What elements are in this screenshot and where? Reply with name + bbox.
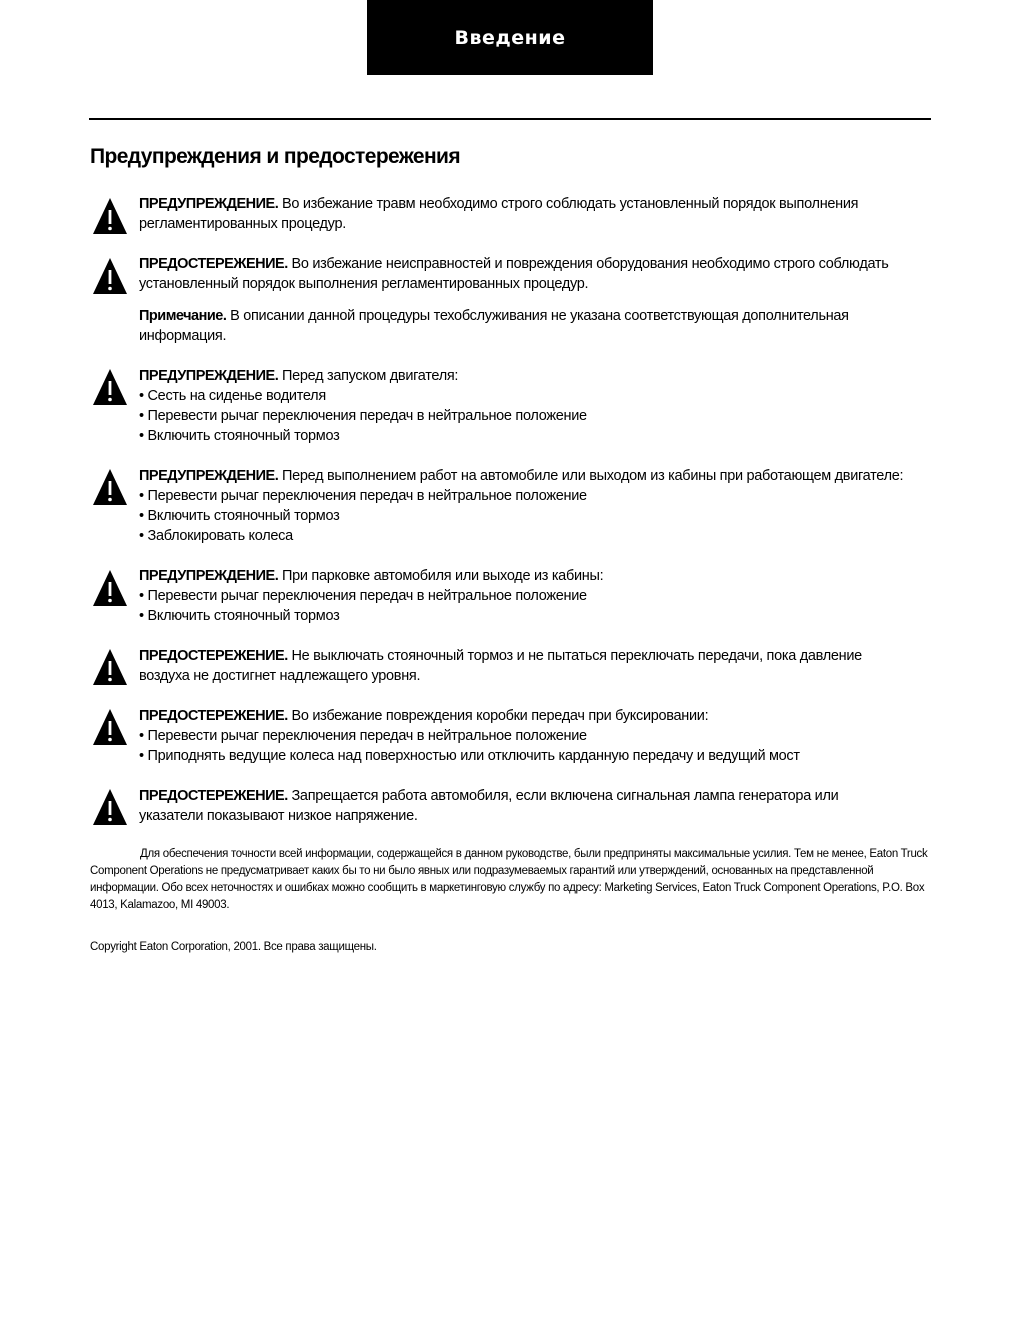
note-line: информация. <box>139 328 227 344</box>
notice-line: указатели показывают низкое напряжение. <box>139 808 418 824</box>
notice-line: установленный порядок выполнения регламентированных процедур. <box>139 276 589 292</box>
notice-text: Перед запуском двигателя: <box>282 368 459 384</box>
notice-text: Во избежание травм необходимо строго соблюдать установленный порядок выполнения <box>282 196 859 212</box>
warning-triangle-icon <box>92 197 128 235</box>
notice-text: Во избежание неисправностей и повреждения оборудования необходимо строго соблюдать <box>291 256 889 272</box>
notice-line: • Включить стояночный тормоз <box>139 428 340 444</box>
notice-lead: ПРЕДУПРЕЖДЕНИЕ. <box>139 568 279 584</box>
notice-lead: ПРЕДУПРЕЖДЕНИЕ. <box>139 468 279 484</box>
warning-triangle-icon <box>92 468 128 506</box>
notice-lead: ПРЕДУПРЕЖДЕНИЕ. <box>139 196 279 212</box>
header-tab <box>367 0 653 75</box>
notice-text: Перед выполнением работ на автомобиле или выходом из кабины при работающем двигателе: <box>282 468 904 484</box>
notice-line: • Заблокировать колеса <box>139 528 293 544</box>
notice-line: • Перевести рычаг переключения передач в нейтральное положение <box>139 408 587 424</box>
disclaimer-paragraph: Для обеспечения точности всей информации, содержащейся в данном руководстве, были предприняты максимальные усилия. Тем не менее, Eaton Truck Component Operations не предусматривает каких бы то ни было явных или подразумеваемых гарантий или утверждений, основанных на представленной информации. Обо всех неточностях и ошибках можно сообщить в маркетинговую службу по адресу: Marketing Services, Eaton Truck Component Operations, P.O. Box 4013, Kalamazoo, MI 49003. <box>90 848 928 911</box>
notice-line: регламентированных процедур. <box>139 216 346 232</box>
section-title: Предупреждения и предостережения <box>90 145 460 168</box>
notice-lead: ПРЕДОСТЕРЕЖЕНИЕ. <box>139 708 288 724</box>
notice-lead: ПРЕДУПРЕЖДЕНИЕ. <box>139 368 279 384</box>
notice-item <box>139 366 939 446</box>
note-text: В описании данной процедуры техобслуживания не указана соответствующая дополнительная <box>230 308 849 324</box>
header-tab-title: Введение <box>454 26 566 49</box>
notice-item <box>139 706 939 766</box>
notice-line: • Включить стояночный тормоз <box>139 508 340 524</box>
notice-line: воздуха не достигнет надлежащего уровня. <box>139 668 421 684</box>
header-divider <box>89 118 931 120</box>
notice-text: Запрещается работа автомобиля, если включена сигнальная лампа генератора или <box>291 788 839 804</box>
notice-line: • Сесть на сиденье водителя <box>139 388 326 404</box>
notice-item <box>139 194 939 234</box>
copyright-notice: Copyright Eaton Corporation, 2001. Все права защищены. <box>90 941 377 953</box>
warning-triangle-icon <box>92 257 128 295</box>
notice-text: Во избежание повреждения коробки передач при буксировании: <box>291 708 709 724</box>
notice-item <box>139 466 939 546</box>
notice-item <box>139 646 939 686</box>
notice-line: • Перевести рычаг переключения передач в нейтральное положение <box>139 488 587 504</box>
notice-line: • Перевести рычаг переключения передач в нейтральное положение <box>139 728 587 744</box>
notice-text: При парковке автомобиля или выходе из кабины: <box>282 568 604 584</box>
notice-line: • Включить стояночный тормоз <box>139 608 340 624</box>
notice-text: Не выключать стояночный тормоз и не пытаться переключать передачи, пока давление <box>291 648 862 664</box>
notice-lead: ПРЕДОСТЕРЕЖЕНИЕ. <box>139 256 288 272</box>
warning-triangle-icon <box>92 708 128 746</box>
notice-line: • Перевести рычаг переключения передач в нейтральное положение <box>139 588 587 604</box>
notice-lead: ПРЕДОСТЕРЕЖЕНИЕ. <box>139 648 288 664</box>
warning-triangle-icon <box>92 569 128 607</box>
note-lead: Примечание. <box>139 308 227 324</box>
notice-line: • Приподнять ведущие колеса над поверхностью или отключить карданную передачу и ведущий мост <box>139 748 800 764</box>
warning-triangle-icon <box>92 368 128 406</box>
notice-item <box>139 254 939 294</box>
warning-triangle-icon <box>92 648 128 686</box>
notice-lead: ПРЕДОСТЕРЕЖЕНИЕ. <box>139 788 288 804</box>
notice-item <box>139 786 939 826</box>
notice-item <box>139 566 939 626</box>
note-item <box>139 306 939 346</box>
warning-triangle-icon <box>92 788 128 826</box>
